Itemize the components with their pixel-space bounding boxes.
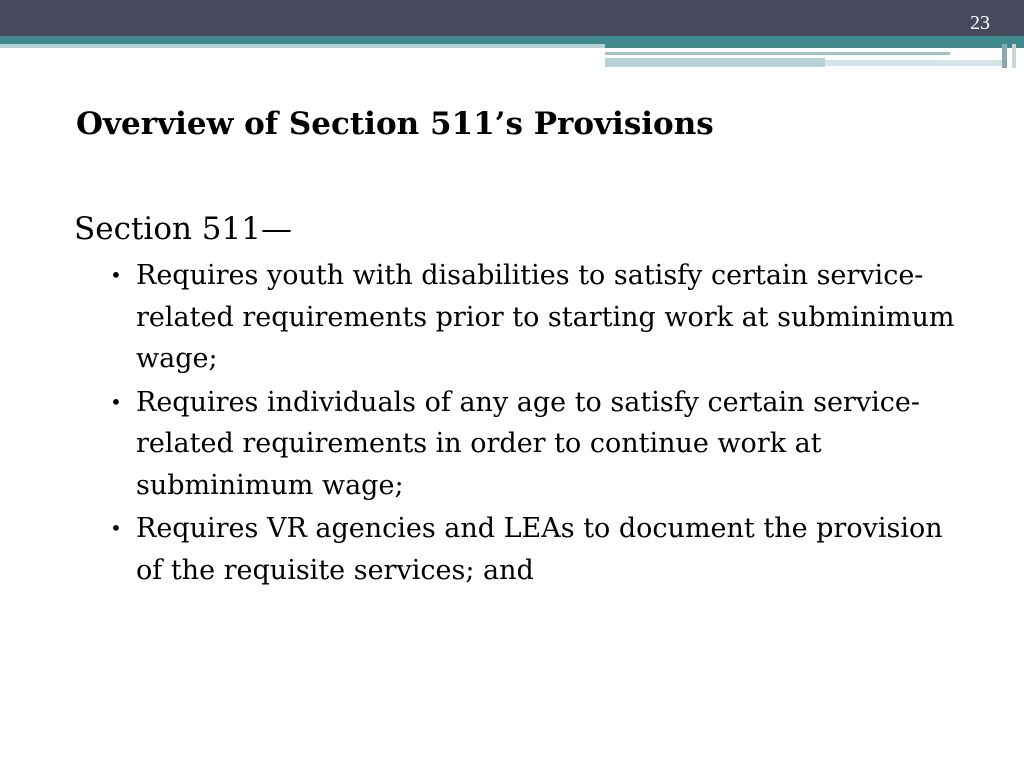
bullet-text: Requires youth with disabilities to satisfy certain service-related requirements prior to starting work at subminimum wage; xyxy=(136,260,955,374)
bullet-item xyxy=(74,255,974,380)
bullet-text: Requires VR agencies and LEAs to document the provision of the requisite services; and xyxy=(136,513,943,586)
bullet-item xyxy=(74,508,974,591)
header-bar-light xyxy=(0,44,605,48)
slide-title: Overview of Section 511’s Provisions xyxy=(76,106,714,142)
bullet-list xyxy=(74,255,974,591)
bullet-text: Requires individuals of any age to satisfy certain service-related requirements in order to continue work at subminimum wage; xyxy=(136,386,920,501)
header-accent-band xyxy=(605,58,825,67)
header-accent-line xyxy=(605,52,950,55)
bullet-dot-icon: • xyxy=(110,263,122,287)
bullet-item xyxy=(74,382,974,507)
header-rail-light xyxy=(1012,44,1016,68)
header-bar-dark xyxy=(0,0,1024,36)
slide-number: 23 xyxy=(970,12,990,34)
slide-body xyxy=(74,205,974,593)
bullet-dot-icon: • xyxy=(110,516,122,540)
header-rail-dark xyxy=(1002,44,1007,68)
header-accent-band-fade xyxy=(825,60,1005,66)
bullet-dot-icon: • xyxy=(110,389,122,414)
lead-text: Section 511— xyxy=(74,211,292,247)
